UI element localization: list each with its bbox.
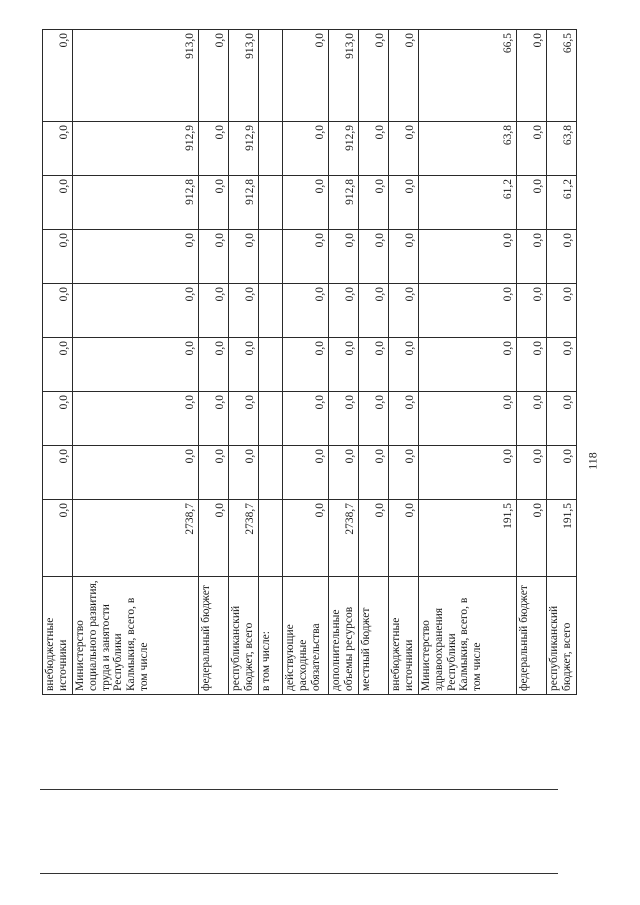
value-cell: 0,0	[517, 446, 547, 500]
value-cell: 0,0	[419, 392, 517, 446]
value-cell: 0,0	[283, 284, 329, 338]
value-cell: 0,0	[73, 230, 199, 284]
value-cell: 0,0	[43, 176, 73, 230]
value-cell: 0,0	[419, 230, 517, 284]
value-cell: 0,0	[199, 338, 229, 392]
value-cell: 0,0	[283, 176, 329, 230]
value-cell: 0,0	[389, 30, 419, 122]
value-cell: 0,0	[283, 30, 329, 122]
table-row	[389, 30, 419, 695]
value-cell: 0,0	[199, 446, 229, 500]
value-cell: 0,0	[419, 446, 517, 500]
table-row	[229, 30, 259, 695]
value-cell: 0,0	[199, 176, 229, 230]
value-cell	[259, 392, 283, 446]
value-cell: 0,0	[43, 30, 73, 122]
value-cell: 0,0	[517, 284, 547, 338]
row-label: федеральный бюджет	[517, 577, 547, 695]
row-label: федеральный бюджет	[199, 577, 229, 695]
value-cell: 0,0	[359, 30, 389, 122]
value-cell: 0,0	[389, 446, 419, 500]
value-cell: 0,0	[517, 122, 547, 176]
value-cell: 0,0	[43, 284, 73, 338]
value-cell: 0,0	[359, 230, 389, 284]
value-cell: 0,0	[359, 338, 389, 392]
value-cell: 912,8	[329, 176, 359, 230]
value-cell: 912,9	[229, 122, 259, 176]
row-label: республиканский бюджет, всего	[229, 577, 259, 695]
value-cell: 0,0	[329, 338, 359, 392]
value-cell: 0,0	[329, 392, 359, 446]
value-cell	[259, 446, 283, 500]
value-cell: 61,2	[419, 176, 517, 230]
value-cell: 0,0	[73, 338, 199, 392]
table-row	[259, 30, 283, 695]
value-cell: 2738,7	[73, 500, 199, 577]
value-cell: 0,0	[389, 392, 419, 446]
value-cell: 0,0	[359, 122, 389, 176]
value-cell: 0,0	[547, 284, 577, 338]
value-cell: 0,0	[73, 446, 199, 500]
row-label: дополнительные объемы ресурсов	[329, 577, 359, 695]
table-row	[329, 30, 359, 695]
table-row	[517, 30, 547, 695]
value-cell: 0,0	[389, 338, 419, 392]
value-cell: 0,0	[43, 230, 73, 284]
table-row	[419, 30, 517, 695]
value-cell: 912,8	[229, 176, 259, 230]
value-cell: 0,0	[229, 230, 259, 284]
value-cell: 0,0	[43, 500, 73, 577]
value-cell: 0,0	[43, 122, 73, 176]
value-cell: 0,0	[389, 230, 419, 284]
value-cell: 0,0	[199, 30, 229, 122]
value-cell: 0,0	[329, 230, 359, 284]
value-cell	[259, 122, 283, 176]
value-cell: 0,0	[199, 284, 229, 338]
row-label: Министерство здравоохранения Республики Калмыкия, всего, в том числе	[419, 577, 517, 695]
value-cell	[259, 284, 283, 338]
value-cell: 0,0	[389, 122, 419, 176]
value-cell: 0,0	[199, 230, 229, 284]
value-cell: 61,2	[547, 176, 577, 230]
table-row	[73, 30, 199, 695]
value-cell: 0,0	[517, 30, 547, 122]
value-cell: 191,5	[419, 500, 517, 577]
rule-line	[40, 873, 558, 874]
value-cell: 0,0	[547, 392, 577, 446]
row-label: внебюджетные источники	[389, 577, 419, 695]
rotated-table-frame	[42, 30, 575, 695]
row-label: Министерство социального развития, труда и занятости Республики Калмыкия, всего, в том числе	[73, 577, 199, 695]
value-cell	[259, 230, 283, 284]
value-cell: 0,0	[517, 230, 547, 284]
row-label: внебюджетные источники	[43, 577, 73, 695]
row-label: действующие расходные обязательства	[283, 577, 329, 695]
value-cell: 0,0	[229, 338, 259, 392]
value-cell: 63,8	[547, 122, 577, 176]
budget-table	[42, 29, 577, 695]
row-label: в том числе:	[259, 577, 283, 695]
value-cell	[259, 30, 283, 122]
table-row	[199, 30, 229, 695]
value-cell: 0,0	[43, 338, 73, 392]
page-number: 118	[585, 452, 600, 470]
value-cell: 66,5	[547, 30, 577, 122]
value-cell: 0,0	[199, 392, 229, 446]
table-row	[43, 30, 73, 695]
value-cell: 0,0	[283, 500, 329, 577]
value-cell: 913,0	[329, 30, 359, 122]
table-row	[359, 30, 389, 695]
value-cell	[259, 176, 283, 230]
value-cell: 0,0	[359, 392, 389, 446]
table-rotation	[42, 30, 575, 695]
value-cell: 0,0	[283, 230, 329, 284]
value-cell: 912,9	[329, 122, 359, 176]
row-label: местный бюджет	[359, 577, 389, 695]
value-cell: 0,0	[329, 446, 359, 500]
value-cell: 0,0	[517, 500, 547, 577]
value-cell: 0,0	[43, 392, 73, 446]
value-cell: 2738,7	[329, 500, 359, 577]
table-body	[43, 30, 577, 695]
value-cell: 0,0	[229, 392, 259, 446]
value-cell: 0,0	[229, 446, 259, 500]
value-cell: 0,0	[359, 176, 389, 230]
value-cell: 0,0	[389, 500, 419, 577]
value-cell: 0,0	[359, 500, 389, 577]
value-cell: 0,0	[283, 446, 329, 500]
value-cell: 0,0	[229, 284, 259, 338]
value-cell: 0,0	[283, 392, 329, 446]
value-cell: 2738,7	[229, 500, 259, 577]
value-cell: 0,0	[359, 284, 389, 338]
value-cell: 912,8	[73, 176, 199, 230]
value-cell: 63,8	[419, 122, 517, 176]
value-cell: 0,0	[329, 284, 359, 338]
value-cell	[259, 500, 283, 577]
rule-line	[40, 789, 558, 790]
value-cell: 0,0	[283, 122, 329, 176]
table-row	[547, 30, 577, 695]
value-cell: 0,0	[43, 446, 73, 500]
value-cell: 191,5	[547, 500, 577, 577]
value-cell: 0,0	[419, 338, 517, 392]
value-cell: 0,0	[389, 284, 419, 338]
value-cell: 66,5	[419, 30, 517, 122]
row-label: республиканский бюджет, всего	[547, 577, 577, 695]
page-number-box	[583, 446, 603, 476]
value-cell: 913,0	[73, 30, 199, 122]
value-cell: 0,0	[199, 122, 229, 176]
value-cell: 0,0	[389, 176, 419, 230]
value-cell: 912,9	[73, 122, 199, 176]
value-cell: 0,0	[283, 338, 329, 392]
value-cell: 0,0	[517, 392, 547, 446]
value-cell: 0,0	[359, 446, 389, 500]
value-cell: 0,0	[73, 284, 199, 338]
table-row	[283, 30, 329, 695]
value-cell: 0,0	[517, 176, 547, 230]
value-cell: 0,0	[547, 338, 577, 392]
value-cell: 0,0	[517, 338, 547, 392]
value-cell: 0,0	[547, 230, 577, 284]
value-cell: 0,0	[419, 284, 517, 338]
value-cell	[259, 338, 283, 392]
value-cell: 0,0	[199, 500, 229, 577]
value-cell: 0,0	[73, 392, 199, 446]
value-cell: 0,0	[547, 446, 577, 500]
value-cell: 913,0	[229, 30, 259, 122]
